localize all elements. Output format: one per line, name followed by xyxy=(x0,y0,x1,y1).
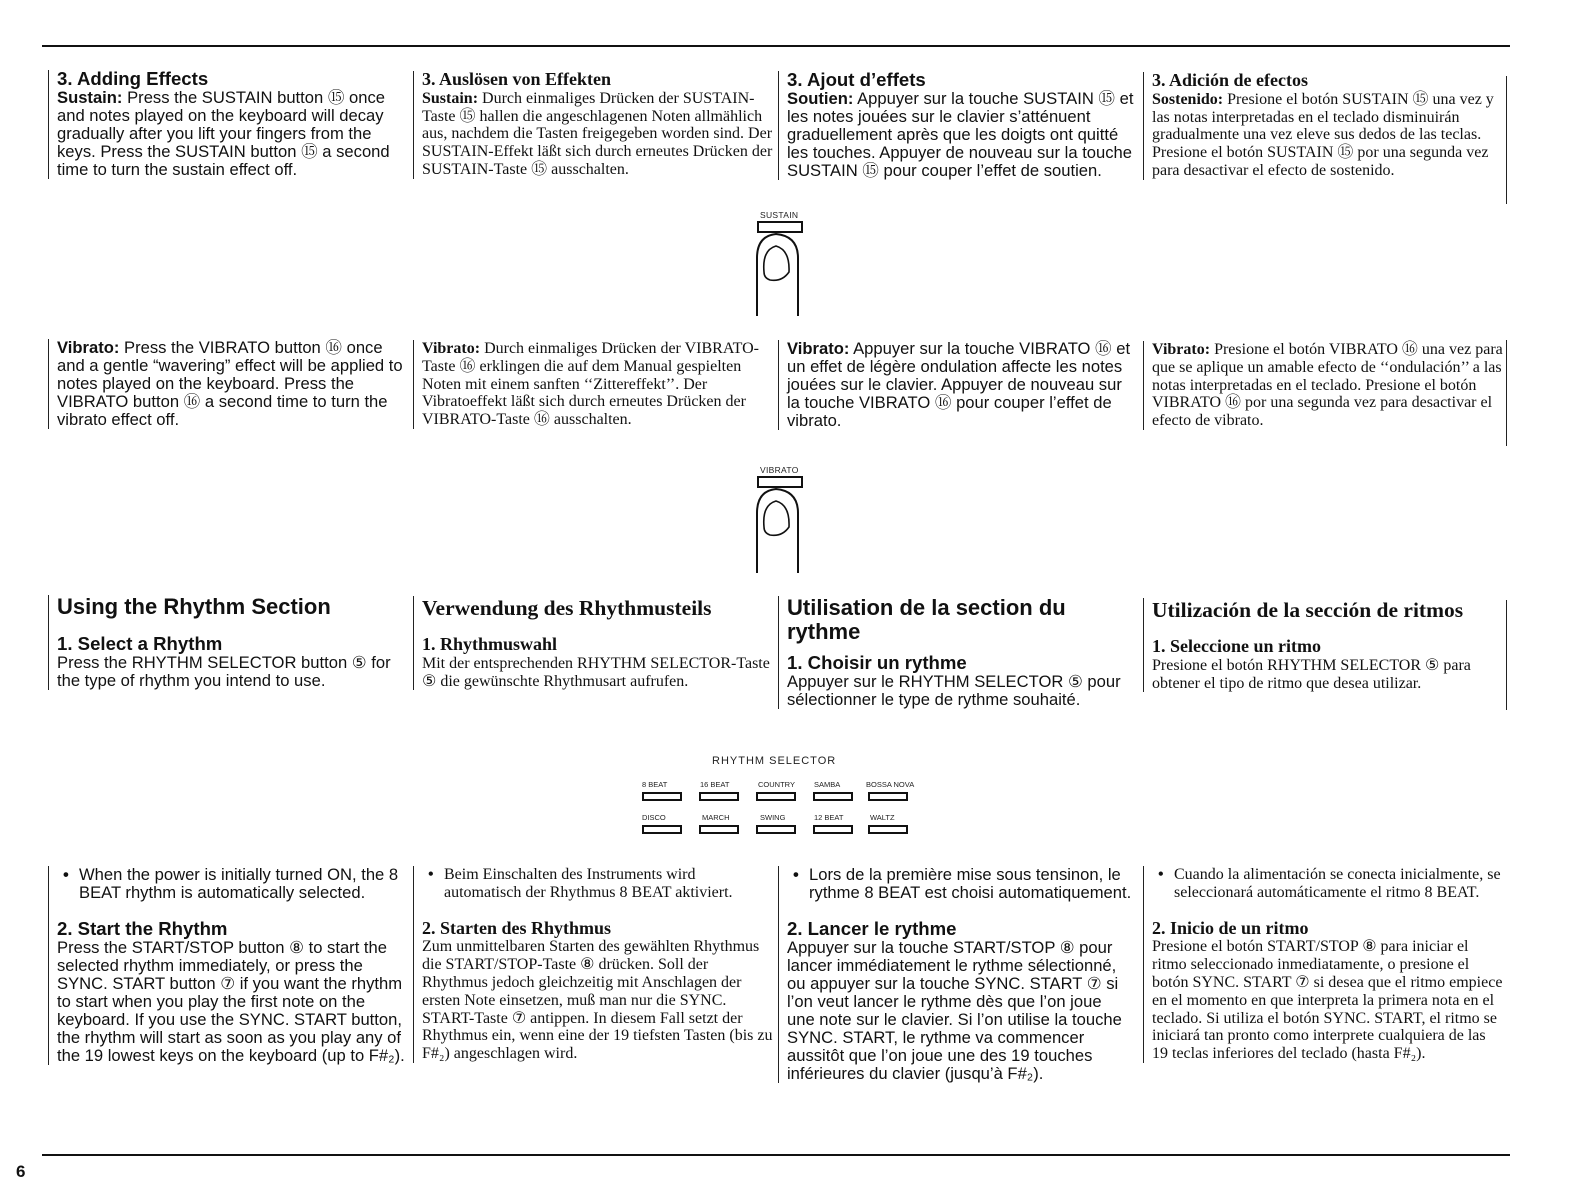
effects-de-sustain-term: Sustain: xyxy=(422,89,479,107)
effects-fr-vibrato-para xyxy=(787,340,1139,430)
effects-es-sustain-para xyxy=(1152,91,1504,180)
rs-key-8-beat xyxy=(642,792,682,801)
rhythm-es-step2-heading: 2. Inicio de un ritmo xyxy=(1152,917,1309,938)
rhythm-fr-title: Utilisation de la section du rythme xyxy=(787,595,1066,644)
rhythm-es-step1-heading: 1. Seleccione un ritmo xyxy=(1152,636,1321,656)
rhythm-es-bullet: • Cuando la alimentación se conecta inicialmente, se seleccionará automáticamente el ritmo 8 BEAT. xyxy=(1152,866,1504,902)
effects-de-heading: 3. Auslösen von Effekten xyxy=(422,69,612,89)
rs-label-disco: DISCO xyxy=(642,813,666,822)
rs-label-country: COUNTRY xyxy=(758,780,795,789)
rhythm-es-title: Utilización de la sección de ritmos xyxy=(1152,598,1464,622)
rhythm-fr-step2-text: Appuyer sur la touche START/STOP ⑧ pour lancer immédiatement le rythme sélectionné, ou appuyer sur la touche SYNC. START ⑦ si l’on veut lancer le rythme dès que l’on joue une note sur le clavier. Si l’on utilise la touche SYNC. START, le rythme va commencer aussitôt que l’on joue une des 19 touches inférieures du clavier (jusqu’à F#₂). xyxy=(787,938,1122,1083)
effects-es-vibrato-text: Presione el botón VIBRATO ⑯ una vez para que se aplique un amable efecto de ‘‘ondulación’’ a las notas interpretadas en el teclado. Presione el botón VIBRATO ⑯ por una segunda vez para desactivar el efecto de vibrato. xyxy=(1152,341,1503,430)
rhythm-de-step2-text: Zum unmittelbaren Starten des gewählten Rhythmus die START/STOP-Taste ⑧ drücken. Soll der Rhythmus jedoch gleichzeitig mit Anschlagen der ersten Note einsetzen, muß man nur die SYNC. START-Taste ⑦ antippen. In diesem Fall setzt der Rhythmus ein, wenn eine der 19 tiefsten Tasten (bis zu F#₂) angeschlagen wird. xyxy=(422,938,773,1063)
effects-en-vibrato-text: Press the VIBRATO button ⑯ once and a gentle “wavering” effect will be applied to notes played on the keyboard. Press the VIBRATO button ⑯ a second time to turn the vibrato effect off. xyxy=(57,338,403,429)
top-rule xyxy=(42,45,1510,47)
effects-fr-heading: 3. Ajout d’effets xyxy=(787,69,926,90)
effects-de-vibrato-text: Durch einmaliges Drücken der VIBRATO-Taste ⑯ erklingen die auf dem Manual gespielten Noten mit einem sanften ‘‘Zittereffekt’’. Der Vibratoeffekt läßt sich durch erneutes Drücken der VIBRATO-Taste ⑯ ausschalten. xyxy=(422,340,759,429)
effects-de-sustain-text: Durch einmaliges Drücken der SUSTAIN-Taste ⑮ hallen die angeschlagenen Noten allmählich aus, nachdem die Tasten freigegeben worden sind. Der SUSTAIN-Effekt läßt sich durch erneutes Drücken der SUSTAIN-Taste ⑮ ausschalten. xyxy=(422,89,773,178)
effects-fr-vibrato xyxy=(778,340,1139,430)
effects-fr-sustain-text: Appuyer sur la touche SUSTAIN ⑮ et les notes jouées sur le clavier s’atténuent graduellement après que les doigts ont quitté les touches. Appuyer de nouveau sur la touche SUSTAIN ⑮ pour couper l’effet de soutien. xyxy=(787,89,1134,180)
effects-fr-sustain xyxy=(778,71,1139,180)
rhythm-es-start xyxy=(1143,866,1504,1063)
rs-label-8-beat: 8 BEAT xyxy=(642,780,668,789)
effects-en-vibrato xyxy=(48,339,409,429)
rhythm-en-step2-text: Press the START/STOP button ⑧ to start the selected rhythm immediately, or press the SYNC. START button ⑦ if you want the rhythm to start when you play the first note on the keyboard. If you use the SYNC. START button, the rhythm will start as soon as you play any of the 19 lowest keys on the keyboard (up to F#₂). xyxy=(57,938,405,1065)
rhythm-en-bullet: • When the power is initially turned ON, the 8 BEAT rhythm is automatically selected. xyxy=(57,866,409,902)
rs-key-country xyxy=(756,792,796,801)
finger-vibrato-icon xyxy=(748,483,808,575)
right-bar-1 xyxy=(1506,76,1507,204)
rs-label-bossa-nova: BOSSA NOVA xyxy=(866,780,915,789)
rs-label-march: MARCH xyxy=(702,813,730,822)
rhythm-en-step1-text: Press the RHYTHM SELECTOR button ⑤ for the type of rhythm you intend to use. xyxy=(57,653,391,690)
rs-key-bossa-nova xyxy=(868,792,908,801)
effects-es-heading: 3. Adición de efectos xyxy=(1152,70,1308,90)
effects-en-sustain xyxy=(48,70,409,179)
effects-es-sustain-term: Sostenido: xyxy=(1152,90,1224,108)
rhythm-de-intro xyxy=(413,596,774,690)
rhythm-fr-intro xyxy=(778,596,1139,709)
effects-es-sustain xyxy=(1143,72,1504,180)
rs-key-samba xyxy=(813,792,853,801)
rs-key-disco xyxy=(642,825,682,834)
rhythm-de-step2-heading: 2. Starten des Rhythmus xyxy=(422,917,612,938)
effects-fr-vibrato-term: Vibrato: xyxy=(787,339,850,358)
rhythm-es-step1-text: Presione el botón RHYTHM SELECTOR ⑤ para obtener el tipo de ritmo que desea utilizar. xyxy=(1152,656,1471,692)
effects-de-sustain xyxy=(413,71,774,179)
rhythm-de-step1-heading: 1. Rhythmuswahl xyxy=(422,634,558,654)
rs-label-samba: SAMBA xyxy=(814,780,841,789)
effects-fr-vibrato-text: Appuyer sur la touche VIBRATO ⑯ et un effet de légère ondulation affecte les notes jouées sur le clavier. Appuyer de nouveau sur la touche VIBRATO ⑯ pour couper l’effet de vibrato. xyxy=(787,339,1131,430)
rhythm-en-step1-heading: 1. Select a Rhythm xyxy=(57,633,223,654)
effects-de-sustain-para xyxy=(422,90,774,179)
rhythm-de-bullet: • Beim Einschalten des Instruments wird automatisch der Rhythmus 8 BEAT aktiviert. xyxy=(422,866,774,902)
rhythm-en-step2-heading: 2. Start the Rhythm xyxy=(57,918,228,939)
rs-key-swing xyxy=(756,825,796,834)
rhythm-es-step2-text: Presione el botón START/STOP ⑧ para iniciar el ritmo seleccionado inmediatamente, o presione el botón SYNC. START ⑦ si desea que el ritmo empiece en el momento en que interpreta la primera nota en el teclado. Si utiliza el botón SYNC. START, el ritmo se iniciará tan pronto como interprete cualquiera de las 19 teclas inferiores del teclado (hasta F#₂). xyxy=(1152,938,1503,1063)
finger-sustain-icon xyxy=(748,228,808,318)
rs-label-12-beat: 12 BEAT xyxy=(814,813,844,822)
effects-fr-sustain-para xyxy=(787,90,1139,180)
rs-key-12-beat xyxy=(813,825,853,834)
effects-es-vibrato xyxy=(1143,341,1504,430)
effects-de-vibrato-para xyxy=(422,340,774,429)
effects-fr-sustain-term: Soutien: xyxy=(787,89,854,108)
rs-key-march xyxy=(699,825,739,834)
effects-en-sustain-text: Press the SUSTAIN button ⑮ once and notes played on the keyboard will decay gradually after you lift your fingers from the keys. Press the SUSTAIN button ⑮ a second time to turn the sustain effect off. xyxy=(57,88,390,179)
effects-de-vibrato-term: Vibrato: xyxy=(422,340,481,357)
rhythm-en-intro xyxy=(48,595,409,690)
rhythm-de-title: Verwendung des Rhythmusteils xyxy=(422,596,712,620)
rs-key-16-beat xyxy=(699,792,739,801)
right-bar-2 xyxy=(1506,340,1507,446)
effects-en-vibrato-para xyxy=(57,339,409,429)
rhythm-en-start xyxy=(48,866,409,1065)
bottom-rule xyxy=(42,1154,1510,1156)
page-number: 6 xyxy=(16,1162,26,1181)
rhythm-fr-start xyxy=(778,866,1139,1083)
rhythm-selector-title: RHYTHM SELECTOR xyxy=(712,755,837,767)
right-bar-3 xyxy=(1506,600,1507,710)
rs-label-swing: SWING xyxy=(760,813,786,822)
vibrato-figure-label: VIBRATO xyxy=(760,465,799,475)
rhythm-es-intro xyxy=(1143,598,1504,692)
sustain-figure-label: SUSTAIN xyxy=(760,210,799,220)
effects-en-heading: 3. Adding Effects xyxy=(57,68,209,89)
effects-en-vibrato-term: Vibrato: xyxy=(57,338,120,357)
rs-label-waltz: WALTZ xyxy=(870,813,895,822)
rhythm-en-title: Using the Rhythm Section xyxy=(57,594,331,619)
effects-es-vibrato-para xyxy=(1152,341,1504,430)
rhythm-de-step1-text: Mit der entsprechenden RHYTHM SELECTOR-Taste ⑤ die gewünschte Rhythmusart aufrufen. xyxy=(422,654,770,690)
effects-en-sustain-term: Sustain: xyxy=(57,88,123,107)
effects-es-sustain-text: Presione el botón SUSTAIN ⑮ una vez y las notas interpretadas en el teclado disminuirán gradualmente una vez eleve sus dedos de las teclas. Presione el botón SUSTAIN ⑮ por una segunda vez para desactivar el efecto de sostenido. xyxy=(1152,90,1494,179)
effects-en-sustain-para xyxy=(57,89,409,179)
rhythm-fr-bullet: • Lors de la première mise sous tensinon, le rythme 8 BEAT est choisi automatiquement. xyxy=(787,866,1139,902)
rhythm-fr-step1-heading: 1. Choisir un rythme xyxy=(787,652,967,673)
rhythm-fr-step2-heading: 2. Lancer le rythme xyxy=(787,918,957,939)
rs-label-16-beat: 16 BEAT xyxy=(700,780,730,789)
rs-key-waltz xyxy=(868,825,908,834)
effects-de-vibrato xyxy=(413,340,774,429)
rhythm-fr-step1-text: Appuyer sur le RHYTHM SELECTOR ⑤ pour sélectionner le type de rythme souhaité. xyxy=(787,672,1121,709)
effects-es-vibrato-term: Vibrato: xyxy=(1152,341,1211,358)
rhythm-de-start xyxy=(413,866,774,1063)
